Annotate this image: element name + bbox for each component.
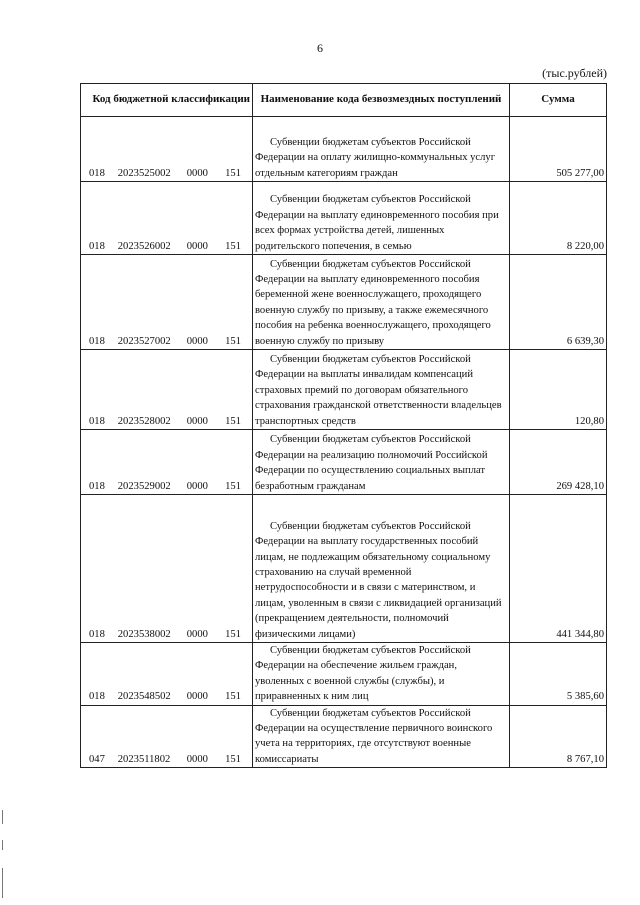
revenue-name-cell [253,495,510,643]
admin-code: 018 [89,240,105,252]
table-row [81,255,607,350]
table-row [81,182,607,255]
revenue-name: Субвенции бюджетам субъектов Российской Федерации на выплату государственных пособий лицам, не подлежащим обязательному социальному страхованию на случай временной нетрудоспособности и в связи с материнством, и лицам, уволенным в связи с ликвидацией организаций (прекращением деятельности, полномочий физическими лицами) [255,520,502,640]
revenue-name-cell [253,350,510,430]
budget-code-cell [81,705,253,768]
admin-code: 047 [89,753,105,765]
econ-code: 151 [225,628,241,640]
budget-code-cell [81,643,253,706]
revenue-name-cell [253,705,510,768]
revenue-code: 2023529002 [117,480,171,492]
admin-code: 018 [89,167,105,179]
budget-code-cell [81,182,253,255]
margin-mark [2,868,3,898]
sum-cell: 441 344,80 [510,495,607,643]
revenue-name: Субвенции бюджетам субъектов Российской Федерации на выплаты инвалидам компенсаций страховых премий по договорам обязательного страхования гражданской ответственности владельцев транспортных средств [255,353,502,427]
header-code: Код бюджетной классификации [81,84,253,117]
admin-code: 018 [89,335,105,347]
header-sum: Сумма [510,84,607,117]
margin-mark [2,840,3,850]
table-row [81,430,607,495]
revenue-name: Субвенции бюджетам субъектов Российской Федерации на реализацию полномочий Российской Федерации по осуществлению социальных выплат безработным гражданам [255,434,488,492]
econ-code: 151 [225,753,241,765]
program-code: 0000 [186,480,208,492]
program-code: 0000 [186,240,208,252]
sum-cell: 269 428,10 [510,430,607,495]
revenue-code: 2023538002 [117,628,171,640]
page-number: 6 [317,41,323,55]
program-code: 0000 [186,753,208,765]
revenue-name: Субвенции бюджетам субъектов Российской Федерации на выплату единовременного пособия беременной жене военнослужащего, проходящего военную службу по призыву, а также ежемесячного пособия на ребенка военнослужащего, проходящего военную службу по призыву [255,258,491,347]
econ-code: 151 [225,415,241,427]
revenue-code: 2023526002 [117,240,171,252]
econ-code: 151 [225,240,241,252]
table-row [81,117,607,182]
revenue-name: Субвенции бюджетам субъектов Российской Федерации на обеспечение жильем граждан, уволенных с военной службы (службы), и приравненных к ним лиц [255,645,471,703]
revenue-name-cell [253,643,510,706]
table-row [81,350,607,430]
table-body [81,117,607,768]
margin-mark [2,810,3,824]
sum-cell: 6 639,30 [510,255,607,350]
revenue-code: 2023527002 [117,335,171,347]
revenue-code: 2023528002 [117,415,171,427]
budget-code-cell [81,430,253,495]
revenue-code: 2023548502 [117,691,171,703]
revenue-name-cell [253,255,510,350]
revenue-name-cell [253,182,510,255]
program-code: 0000 [186,628,208,640]
sum-cell: 5 385,60 [510,643,607,706]
program-code: 0000 [186,335,208,347]
admin-code: 018 [89,691,105,703]
revenue-name-cell [253,430,510,495]
program-code: 0000 [186,167,208,179]
revenue-name: Субвенции бюджетам субъектов Российской Федерации на осуществление первичного воинского учета на территориях, где отсутствуют военные комиссариаты [255,707,493,765]
admin-code: 018 [89,480,105,492]
budget-table [80,83,607,768]
table-row [81,705,607,768]
revenue-code: 2023511802 [117,753,171,765]
sum-cell: 505 277,00 [510,117,607,182]
budget-code-cell [81,117,253,182]
admin-code: 018 [89,415,105,427]
econ-code: 151 [225,480,241,492]
budget-code-cell [81,350,253,430]
table-row [81,495,607,643]
table-header-row [81,84,607,117]
header-name: Наименование кода безвозмездных поступлений [253,84,510,117]
sum-cell: 8 767,10 [510,705,607,768]
units-label: (тыс.рублей) [542,66,607,80]
program-code: 0000 [186,415,208,427]
revenue-name-cell [253,117,510,182]
revenue-code: 2023525002 [117,167,171,179]
sum-cell: 8 220,00 [510,182,607,255]
econ-code: 151 [225,335,241,347]
econ-code: 151 [225,691,241,703]
budget-code-cell [81,495,253,643]
table-row [81,643,607,706]
admin-code: 018 [89,628,105,640]
program-code: 0000 [186,691,208,703]
revenue-name: Субвенции бюджетам субъектов Российской Федерации на выплату единовременного пособия при всех формах устройства детей, лишенных родительского попечения, в семью [255,194,499,252]
sum-cell: 120,80 [510,350,607,430]
budget-code-cell [81,255,253,350]
econ-code: 151 [225,167,241,179]
revenue-name: Субвенции бюджетам субъектов Российской Федерации на оплату жилищно-коммунальных услуг отдельным категориям граждан [255,136,496,179]
